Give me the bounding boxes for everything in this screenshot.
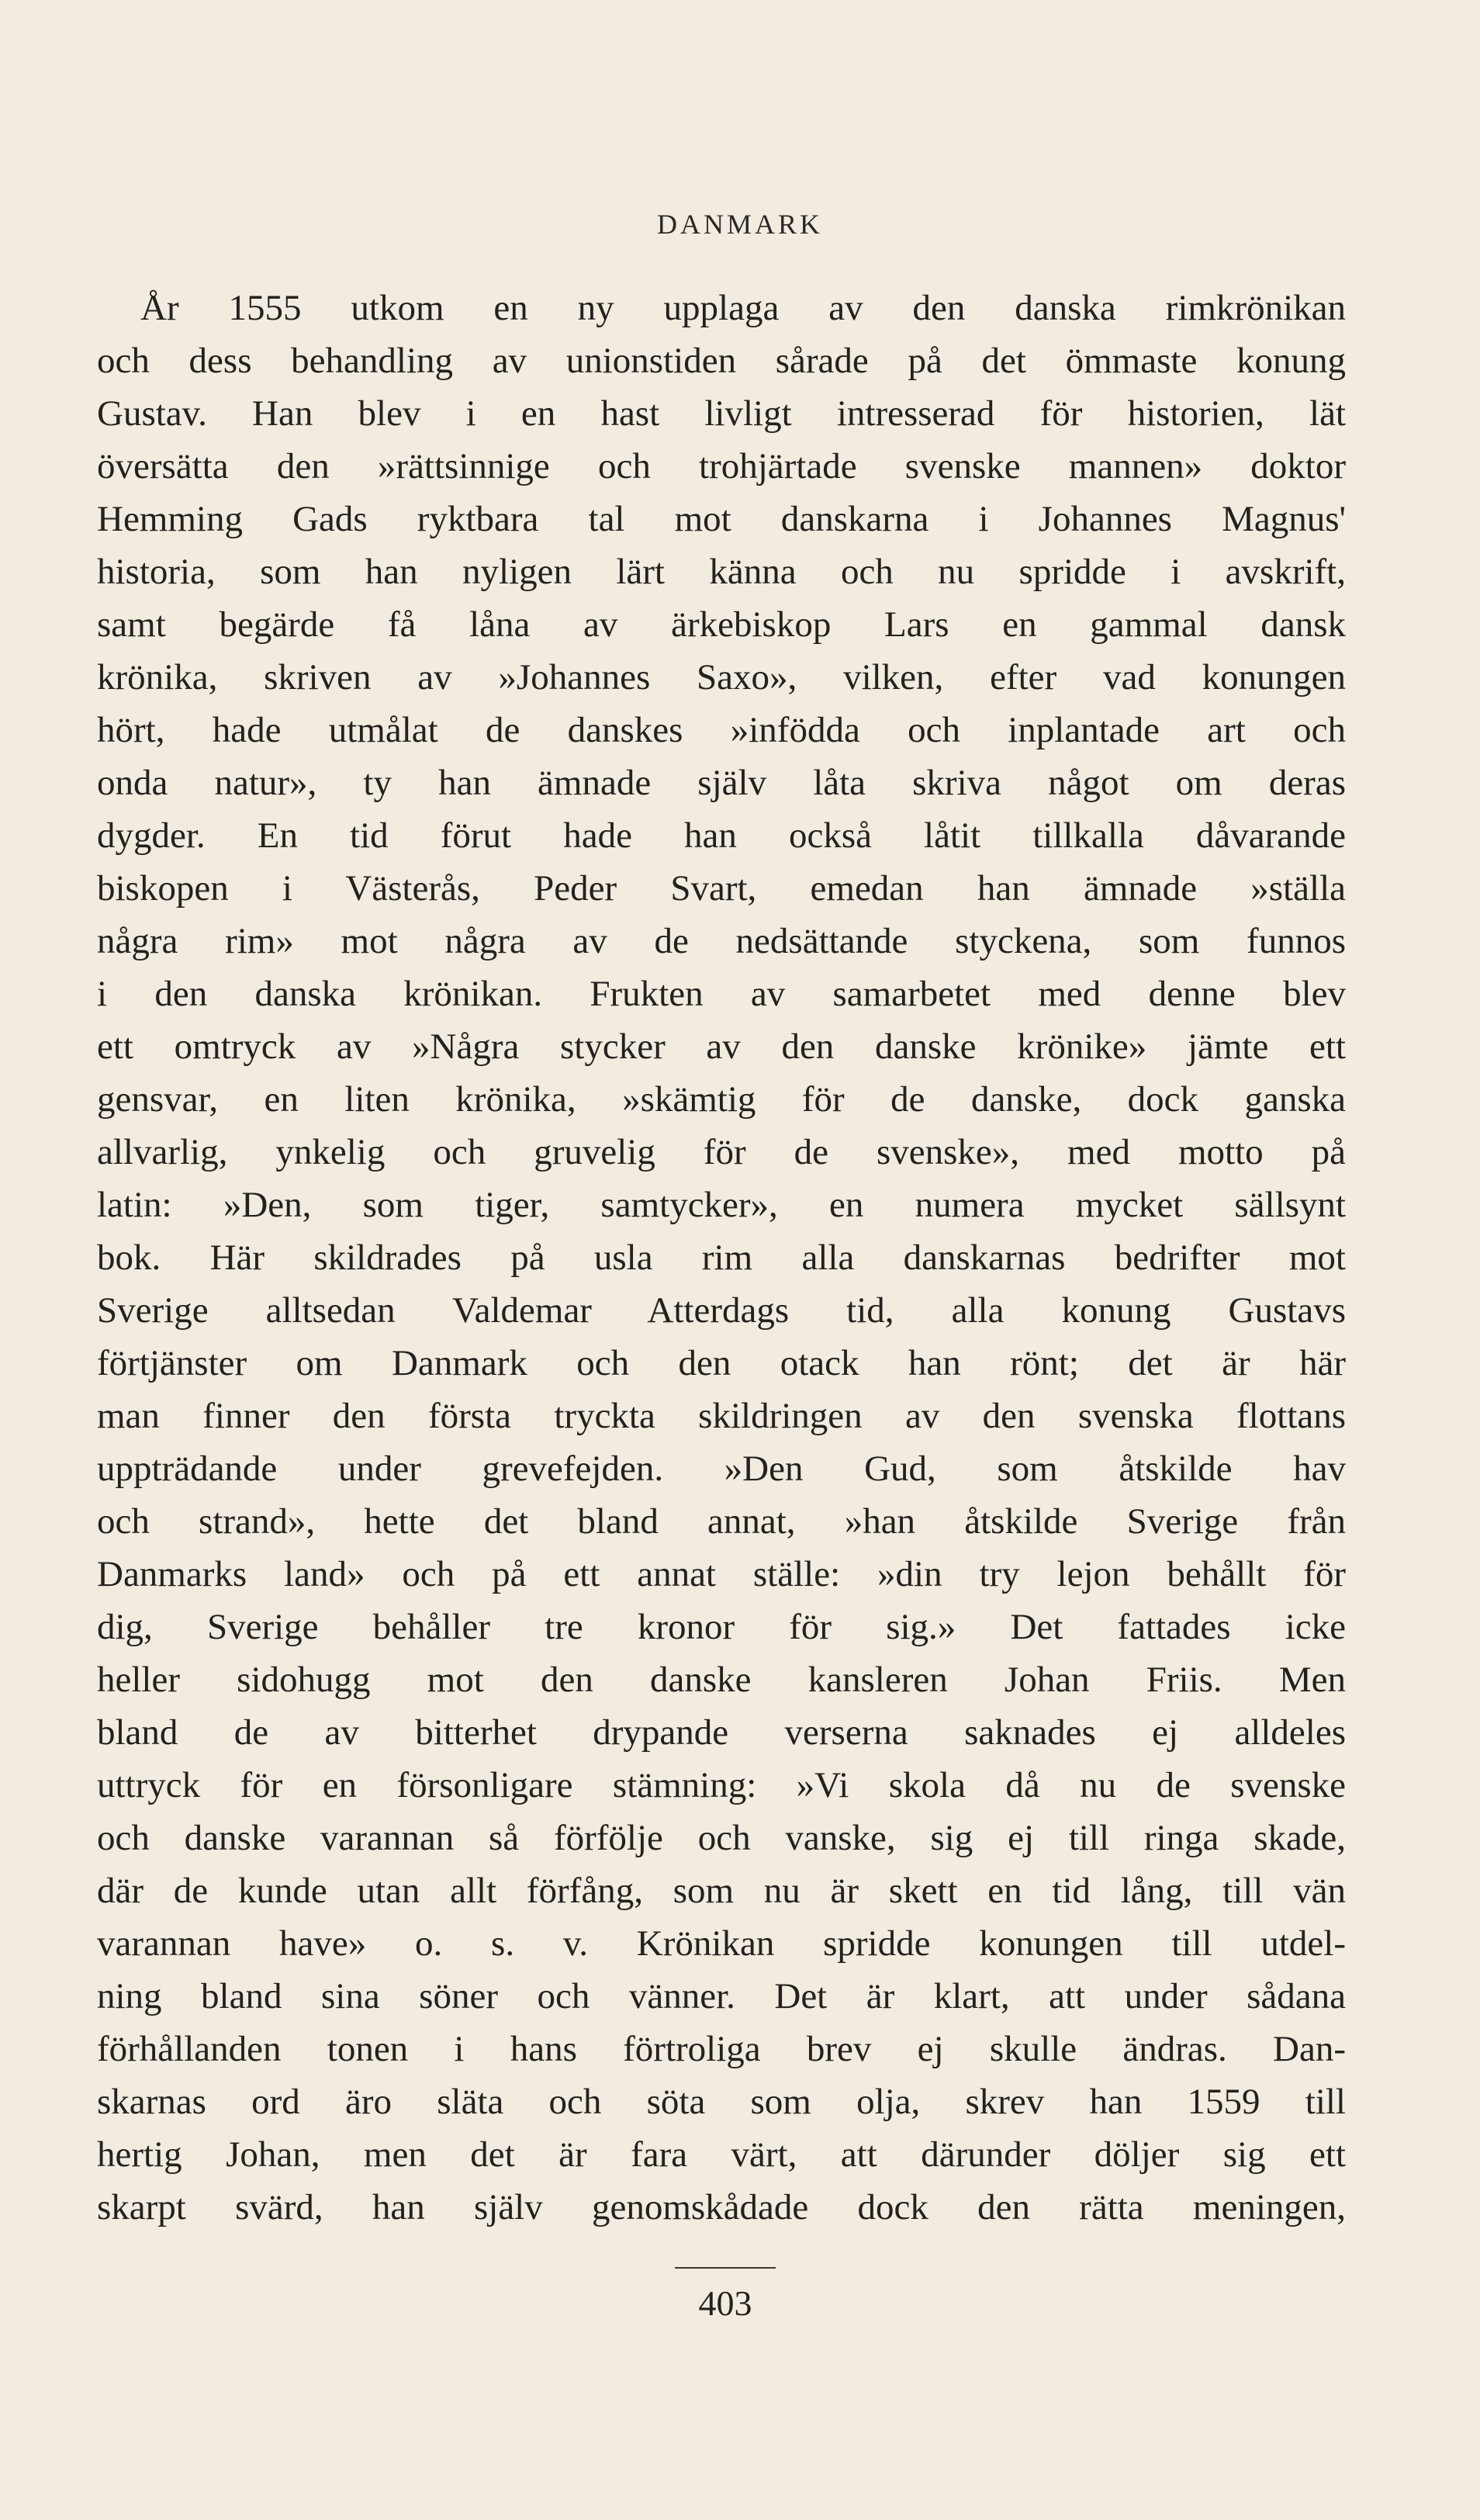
- text-line: hört, hade utmålat de danskes »infödda och inplantade art och: [97, 710, 1346, 750]
- text-line: varannan have» o. s. v. Krönikan spridde konungen till utdel-: [97, 1923, 1346, 1964]
- text-line: allvarlig, ynkelig och gruvelig för de svenske», med motto på: [97, 1132, 1346, 1172]
- text-line: och dess behandling av unionstiden sårade på det ömmaste konung: [97, 341, 1346, 381]
- text-line: ett omtryck av »Några stycker av den danske krönike» jämte ett: [97, 1026, 1346, 1067]
- text-line: i den danska krönikan. Frukten av samarbetet med denne blev: [97, 974, 1346, 1014]
- text-line: bok. Här skildrades på usla rim alla danskarnas bedrifter mot: [97, 1238, 1346, 1278]
- text-line: några rim» mot några av de nedsättande styckena, som funnos: [97, 921, 1346, 961]
- text-line: hertig Johan, men det är fara värt, att därunder döljer sig ett: [97, 2134, 1346, 2175]
- text-line: Danmarks land» och på ett annat ställe: »din try lejon behållt för: [97, 1554, 1346, 1594]
- text-line: man finner den första tryckta skildringen av den svenska flottans: [97, 1396, 1346, 1436]
- text-line: skarpt svärd, han själv genomskådade dock den rätta meningen,: [97, 2187, 1346, 2228]
- text-line: och strand», hette det bland annat, »han åtskilde Sverige från: [97, 1501, 1346, 1542]
- text-line: heller sidohugg mot den danske kansleren Johan Friis. Men: [97, 1660, 1346, 1700]
- text-line: förhållanden tonen i hans förtroliga brev ej skulle ändras. Dan-: [97, 2029, 1346, 2069]
- text-line: och danske varannan så förfölje och vanske, sig ej till ringa skade,: [97, 1818, 1346, 1858]
- text-line: förtjänster om Danmark och den otack han rönt; det är här: [97, 1343, 1346, 1383]
- text-line: latin: »Den, som tiger, samtycker», en numera mycket sällsynt: [97, 1185, 1346, 1225]
- text-line: biskopen i Västerås, Peder Svart, emedan han ämnade »ställa: [97, 868, 1346, 909]
- text-line: dygder. En tid förut hade han också låtit tillkalla dåvarande: [97, 815, 1346, 856]
- text-line: Sverige alltsedan Valdemar Atterdags tid, alla konung Gustavs: [97, 1290, 1346, 1331]
- text-line: gensvar, en liten krönika, »skämtig för de danske, dock ganska: [97, 1079, 1346, 1120]
- footer-rule: [675, 2267, 776, 2269]
- body-text: [97, 282, 1346, 2234]
- text-line: År 1555 utkom en ny upplaga av den danska rimkrönikan: [140, 288, 1346, 328]
- text-line: historia, som han nyligen lärt känna och nu spridde i avskrift,: [97, 552, 1346, 592]
- text-line: där de kunde utan allt förfång, som nu är skett en tid lång, till vän: [97, 1871, 1346, 1911]
- text-line: bland de av bitterhet drypande verserna saknades ej alldeles: [97, 1712, 1346, 1753]
- text-line: Hemming Gads ryktbara tal mot danskarna i Johannes Magnus': [97, 499, 1346, 539]
- text-line: översätta den »rättsinnige och trohjärtade svenske mannen» doktor: [97, 446, 1346, 486]
- text-line: krönika, skriven av »Johannes Saxo», vilken, efter vad konungen: [97, 657, 1346, 698]
- text-line: ning bland sina söner och vänner. Det är klart, att under sådana: [97, 1976, 1346, 2016]
- text-line: uttryck för en försonligare stämning: »Vi skola då nu de svenske: [97, 1765, 1346, 1805]
- text-line: samt begärde få låna av ärkebiskop Lars en gammal dansk: [97, 604, 1346, 645]
- text-line: Gustav. Han blev i en hast livligt intresserad för historien, lät: [97, 393, 1346, 434]
- running-head: DANMARK: [656, 209, 823, 240]
- page-number: 403: [698, 2283, 752, 2323]
- text-line: dig, Sverige behåller tre kronor för sig.» Det fattades icke: [97, 1607, 1346, 1647]
- text-line: skarnas ord äro släta och söta som olja, skrev han 1559 till: [97, 2082, 1346, 2122]
- text-line: uppträdande under grevefejden. »Den Gud, som åtskilde hav: [97, 1449, 1346, 1489]
- text-line: onda natur», ty han ämnade själv låta skriva något om deras: [97, 763, 1346, 803]
